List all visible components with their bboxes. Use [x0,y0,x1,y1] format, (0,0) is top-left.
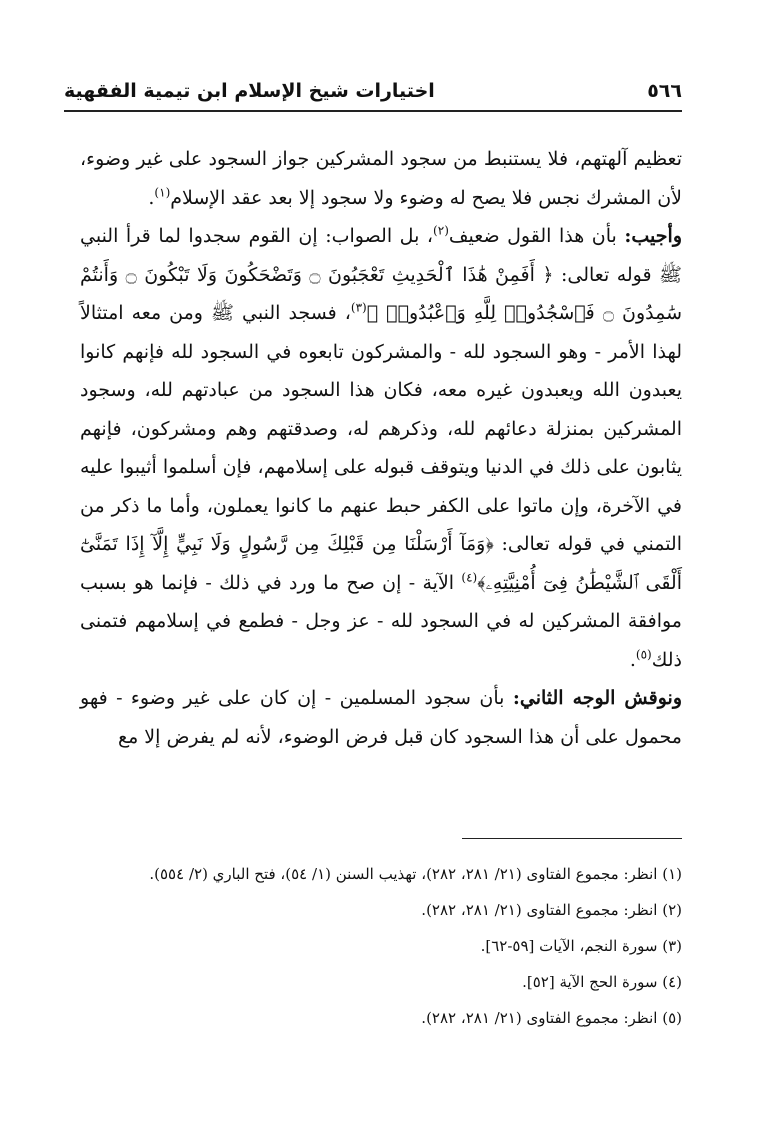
footnote-ref: (٢) [433,223,449,238]
footnote-2: (٢) انظر: مجموع الفتاوى (٢١/ ٢٨١، ٢٨٢). [421,901,682,919]
running-title: اختيارات شيخ الإسلام ابن تيمية الفقهية [64,80,435,102]
paragraph-text: بأن سجود المسلمين - إن كان على غير وضوء - فهو محمول على أن هذا السجود كان قبل فرض الوضوء، لأنه لم يفرض إلا مع [80,687,682,748]
paragraph-1 [80,140,682,217]
footnote-ref: (٥) [635,647,652,662]
footnote-5: (٥) انظر: مجموع الفتاوى (٢١/ ٢٨١، ٢٨٢). [421,1009,682,1027]
footnote-1: (١) انظر: مجموع الفتاوى (٢١/ ٢٨١، ٢٨٢)، تهذيب السنن (١/ ٥٤)، فتح الباري (٢/ ٥٥٤). [149,865,682,883]
footnotes [80,856,682,1036]
paragraph-text: بأن هذا القول ضعيف [448,225,625,247]
paragraph-text: الآية - إن صح ما ورد في ذلك - فإنما هو بسبب موافقة المشركين له في السجود لله - عز وجل - فطمع في إسلامهم فتمنى ذلك [80,571,682,671]
page-number: ٥٦٦ [647,80,682,102]
footnote-divider [462,838,682,839]
footnote-3: (٣) سورة النجم، الآيات [٥٩-٦٢]. [480,937,682,955]
page-header [64,72,682,112]
footnote-ref: (٣) [350,300,367,315]
punctuation: . [148,186,155,209]
footnote-4: (٤) سورة الحج الآية [٥٢]. [522,973,682,991]
footnote-ref: (١) [154,185,171,200]
quran-verse: ﴿وَمَآ أَرْسَلْنَا مِن قَبْلِكَ مِن رَّسُولٍ وَلَا نَبِيٍّ إِلَّآ إِذَا تَمَنَّىٰٓ أَلْقَى ٱلشَّيْطَٰنُ فِىٓ أُمْنِيَّتِهِۦ﴾ [80,533,682,594]
paragraph-2 [80,217,682,679]
paragraph-text: ، بل الصواب: إن القوم سجدوا لما قرأ النبي ﷺ قوله تعالى: [80,225,683,286]
punctuation: . [629,648,636,671]
main-text [80,140,682,756]
paragraph-text: ، فسجد النبي ﷺ ومن معه امتثالاً لهذا الأمر - وهو السجود لله - والمشركون تابعوه في السجود لله فإنهم كانوا يعبدون الله ويعبدون غيره معه، فكان هذا السجود من عبادتهم لله، وسجود المشركين بمنزلة دعائهم لله، وذكرهم له، وصدقتهم وهم ومشركون، فإنهم يثابون على ذلك في الدنيا ويتوقف قبوله على إسلامهم، فإن أسلموا أثيبوا عليه في الآخرة، وإن ماتوا على الكفر حبط عنهم ما كانوا يعملون، وأما ما ذكر من التمني في قوله تعالى: [80,302,683,555]
paragraph-3 [80,679,682,756]
paragraph-lead: ونوقش الوجه الثاني: [512,687,682,709]
paragraph-lead: وأجيب: [624,225,682,247]
paragraph-text: تعظيم آلهتهم، فلا يستنبط من سجود المشركين جواز السجود على غير وضوء، لأن المشرك نجس فلا يصح له وضوء ولا سجود إلا بعد عقد الإسلام [80,148,682,209]
footnote-ref: (٤) [461,570,478,585]
quran-verse: ﴿ أَفَمِنْ هَٰذَا ٱلْحَدِيثِ تَعْجَبُونَ ۝ وَتَضْحَكُونَ وَلَا تَبْكُونَ ۝ وَأَنتُمْ سَٰمِدُونَ ۝ فَٱسْجُدُوا۟ لِلَّهِ وَٱعْبُدُوا۟ ﴾ [80,263,683,324]
